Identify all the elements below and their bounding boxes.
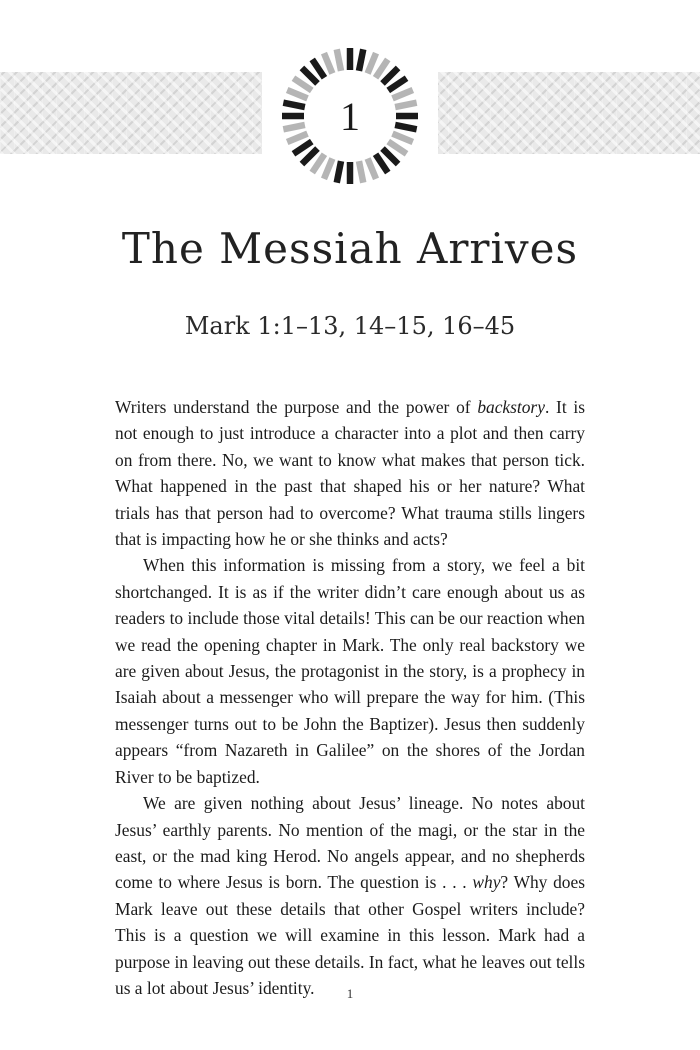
paragraph bbox=[115, 394, 585, 552]
paragraph bbox=[115, 552, 585, 790]
text-run: . It is not enough to just introduce a character into a plot and then carry on from there. No, we want to know what makes that person tick. What happened in the past that shaped his or her nature? What trials has that person had to overcome? What trauma stills lingers that is impacting how he or she thinks and acts? bbox=[115, 397, 585, 550]
emphasis-text: backstory bbox=[477, 397, 545, 417]
page-number: 1 bbox=[346, 986, 354, 1001]
body-text bbox=[115, 394, 585, 1001]
text-run: ? Why does Mark leave out these details that other Gospel writers include? This is a question we will examine in this lesson. Mark had a purpose in leaving out these details. In fact, what he leaves out tells us a lot about Jesus’ identity. bbox=[115, 872, 585, 998]
text-run: When this information is missing from a story, we feel a bit shortchanged. It is as if the writer didn’t care enough about us as readers to include those vital details! This can be our reaction when we read the opening chapter in Mark. The only real backstory we are given about Jesus, the protagonist in the story, is a prophecy in Isaiah about a messenger who will prepare the way for him. (This messenger turns out to be John the Baptizer). Jesus then suddenly appears “from Nazareth in Galilee” on the shores of the Jordan River to be baptized. bbox=[115, 555, 585, 787]
scripture-reference: Mark 1:1–13, 14–15, 16–45 bbox=[184, 312, 516, 340]
text-run: We are given nothing about Jesus’ lineage. No notes about Jesus’ earthly parents. No mention of the magi, or the star in the east, or the mad king Herod. No angels appear, and no shepherds come to where Jesus is born. The question is . . . bbox=[115, 793, 585, 893]
chapter-medallion bbox=[270, 36, 430, 196]
emphasis-text: why bbox=[472, 872, 501, 893]
paragraph bbox=[115, 790, 585, 1001]
text-run: Writers understand the purpose and the power of bbox=[115, 397, 478, 417]
chapter-number: 1 bbox=[340, 93, 360, 139]
chapter-title: The Messiah Arrives bbox=[121, 224, 579, 273]
